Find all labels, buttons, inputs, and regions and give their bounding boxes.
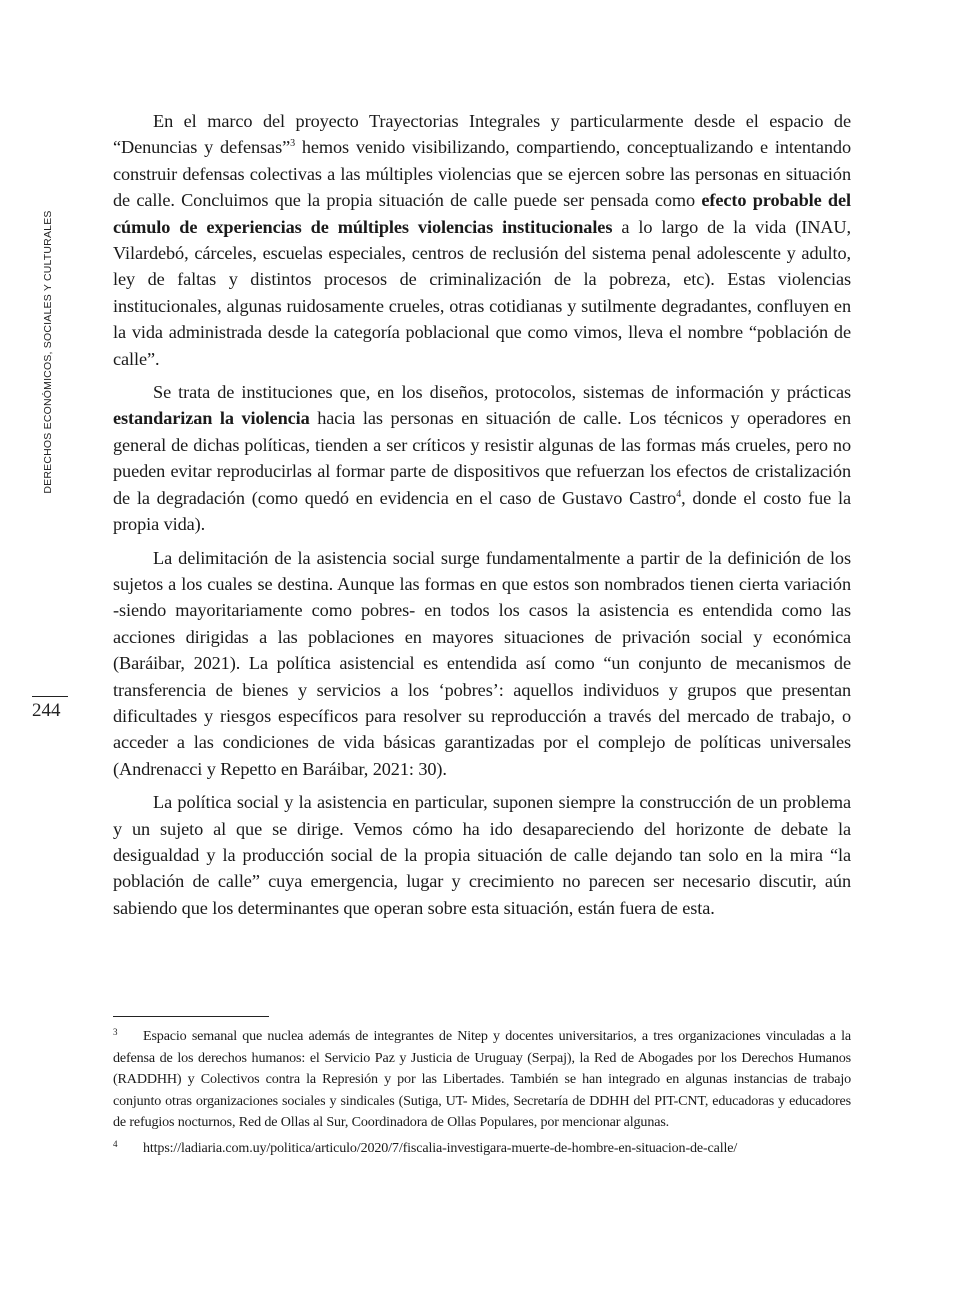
paragraph-1-text-a: En el marco del proyecto Trayectorias Integrales y particularmente desde el espacio de “Denuncias y defensas” — [113, 111, 851, 158]
page-number: 244 — [32, 700, 61, 721]
paragraph-2-text-c: , donde el costo fue la propia vida). — [113, 487, 851, 535]
paragraph-3: La delimitación de la asistencia social surge fundamentalmente a partir de la definición de los sujetos a los cuales se destina. Aunque las formas en que estos son nombrados tienen cierta variación -siendo mayoritariamente como pobres- en todos los casos la asistencia es entendida como las acciones dirigidas a las poblaciones en mayores situaciones de privación social y económica (Baráibar, 2021). La política asistencial es entendida así como “un conjunto de mecanismos de transferencia de bienes y servicios a los ‘pobres’: aquellos individuos y grupos que presentan dificultades y riesgos específicos para resolver su reproducción a través del mercado de trabajo, o acceder a las condiciones de vida básicas garantizadas por el complejo de políticas universales (Andrenacci y Repetto en Baráibar, 2021: 30). — [113, 547, 851, 779]
footnote-url-link[interactable]: https://ladiaria.com.uy/politica/articulo/2020/7/fiscalia-investigara-muerte-de-hombre-en-situacion-de-calle/ — [143, 1139, 738, 1156]
paragraph-1-emphasis: efecto probable del cúmulo de experiencias de múltiples violencias institucionales — [113, 190, 851, 237]
paragraph-4: La política social y la asistencia en particular, suponen siempre la construcción de un problema y un sujeto al que se dirige. Vemos cómo ha ido desapareciendo del horizonte de debate la desigualdad y la producción social de la propia situación de calle dejando tan solo en la mira “la población de calle” cuya emergencia, lugar y crecimiento no parecen ser necesario discutir, aún sabiendo que los determinantes que operan sobre esta situación, están fuera de esta. — [113, 792, 851, 918]
paragraph-2-emphasis: estandarizan la violencia — [113, 408, 310, 429]
paragraph-1-text-c: a lo largo de la vida (INAU, Vilardebó, cárceles, escuelas especiales, centros de reclusión del sistema penal adolescente y adulto, ley de faltas y distintos procesos de criminalización de la pobreza, etc). Estas violencias institucionales, algunas ruidosamente crueles, otras cotidianas y sutilmente degradantes, confluyen en la vida administrada desde la categoría poblacional que como vimos, lleva el nombre “población de calle”. — [113, 216, 851, 369]
footnote-3 — [113, 1022, 851, 1134]
body-text — [113, 108, 851, 928]
footnote-ref-4[interactable]: 4 — [676, 488, 682, 500]
paragraph-2-text-b: hacia las personas en situación de calle. Los técnicos y operadores en general de dichas políticas, tienden a ser críticos y resistir algunas de las formas más crueles, pero no pueden evitar reproducirlas al formar parte de dispositivos que refuerzan los efectos de cristalización de la degradación (como quedó en evidencia en el caso de Gustavo Castro — [113, 408, 851, 508]
paragraph-1-text-b: hemos venido visibilizando, compartiendo, conceptualizando e intentando construir defensas colectivas a las múltiples violencias que se ejercen sobre las personas en situación de calle. Concluimos que la propia situación de calle puede ser pensada como — [113, 137, 851, 211]
footnote-text: Espacio semanal que nuclea además de integrantes de Nitep y docentes universitarios, a tres organizaciones vinculadas a la defensa de los derechos humanos: el Servicio Paz y Justicia de Uruguay (Serpaj), la Red de Abogades por los Derechos Humanos (RADDHH) y Colectivos contra la Represión y por las Libertades. También se han integrado en algunas instancias de trabajo conjunto otras organizaciones sociales y sindicales (Sutiga, UT- Mides, Secretaría de DDHH del PIT-CNT, educadoras y educadores de refugios nocturnos, Red de Ollas al Sur, Coordinadora de Ollas Populares, por mencionar algunas. — [113, 1028, 851, 1130]
footnote-ref-3[interactable]: 3 — [290, 138, 296, 150]
footnote-separator — [113, 1016, 269, 1017]
footnote-4 — [113, 1134, 851, 1160]
footnote-mark: 4 — [113, 1138, 118, 1149]
paragraph-2 — [113, 379, 851, 537]
running-section-title: DERECHOS ECONÓMICOS, SOCIALES Y CULTURALES — [42, 210, 54, 494]
page-number-rule — [32, 696, 68, 697]
footnote-mark: 3 — [113, 1027, 118, 1037]
paragraph-2-text-a: Se trata de instituciones que, en los diseños, protocolos, sistemas de información y prácticas — [153, 382, 851, 403]
paragraph-1 — [113, 108, 851, 372]
footnotes — [113, 1022, 851, 1159]
